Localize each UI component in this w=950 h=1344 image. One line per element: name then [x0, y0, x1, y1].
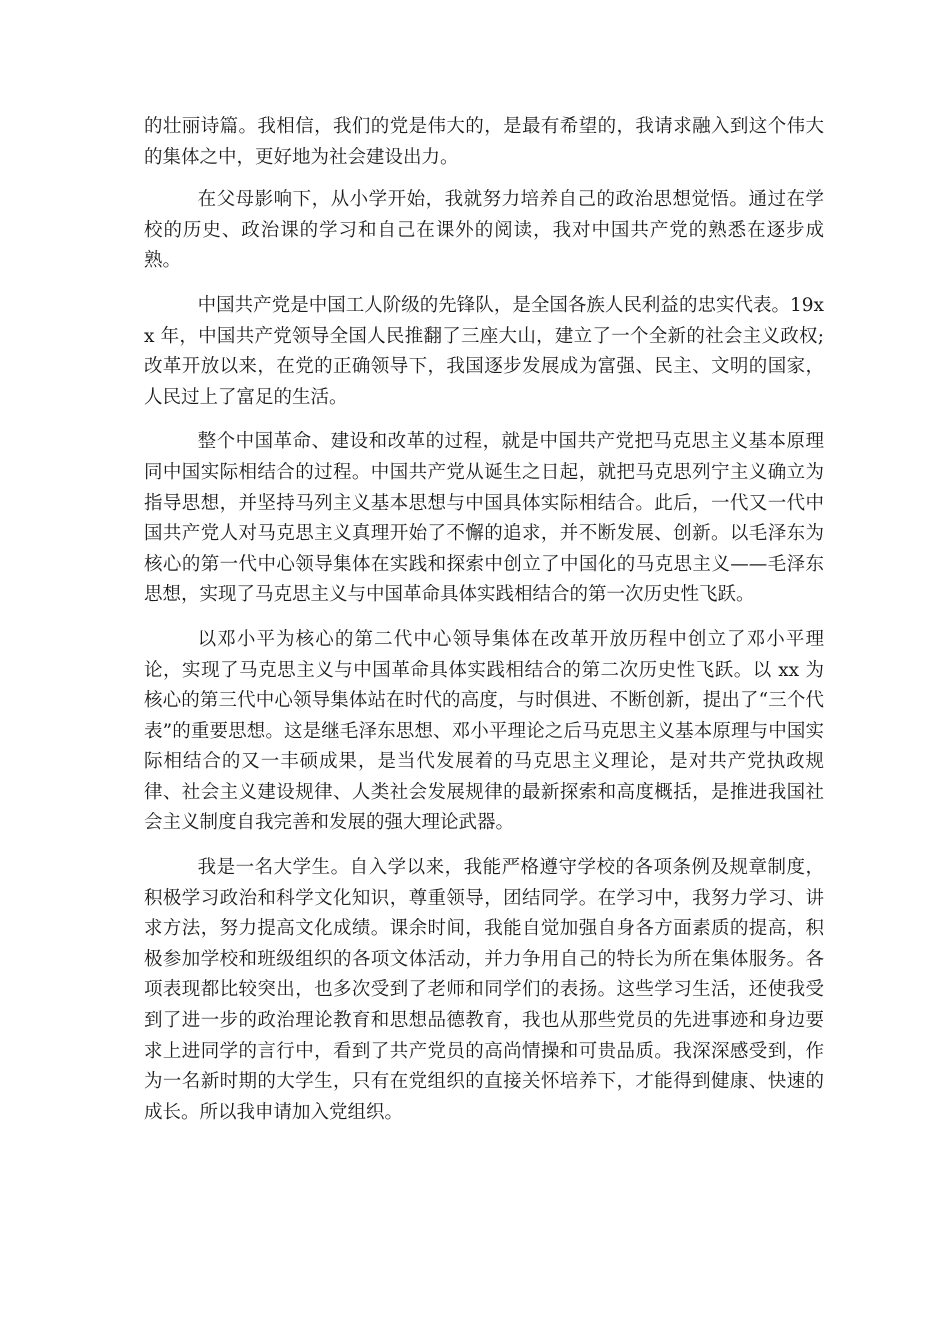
paragraph-gap	[144, 413, 824, 427]
paragraph-gap	[144, 839, 824, 853]
paragraph-gap	[144, 277, 824, 291]
paragraph-6: 我是一名大学生。自入学以来，我能严格遵守学校的各项条例及规章制度，积极学习政治和科学文化知识，尊重领导，团结同学。在学习中，我努力学习、讲求方法，努力提高文化成绩。课余时间，我能自觉加强自身各方面素质的提高，积极参加学校和班级组织的各项文体活动，并力争用自己的特长为所在集体服务。各项表现都比较突出，也多次受到了老师和同学们的表扬。这些学习生活，还使我受到了进一步的政治理论教育和思想品德教育，我也从那些党员的先进事迹和身边要求上进同学的言行中，看到了共产党员的高尚情操和可贵品质。我深深感受到，作为一名新时期的大学生，只有在党组织的直接关怀培养下，才能得到健康、快速的成长。所以我申请加入党组织。	[144, 857, 824, 1123]
paragraph-5: 以邓小平为核心的第二代中心领导集体在改革开放历程中创立了邓小平理论，实现了马克思主义与中国革命具体实践相结合的第二次历史性飞跃。以 xx 为核心的第三代中心领导集体站在时代的高度，与时俱进、不断创新，提出了“三个代表”的重要思想。这是继毛泽东思想、邓小平理论之后马克思主义基本原理与中国实际相结合的又一丰硕成果，是当代发展着的马克思主义理论，是对共产党执政规律、社会主义建设规律、人类社会发展规律的最新探索和高度概括，是推进我国社会主义制度自我完善和发展的强大理论武器。	[144, 628, 824, 834]
paragraph-4: 整个中国革命、建设和改革的过程，就是中国共产党把马克思主义基本原理同中国实际相结合的过程。中国共产党从诞生之日起，就把马克思列宁主义确立为指导思想，并坚持马列主义基本思想与中国具体实际相结合。此后，一代又一代中国共产党人对马克思主义真理开始了不懈的追求，并不断发展、创新。以毛泽东为核心的第一代中心领导集体在实践和探索中创立了中国化的马克思主义——毛泽东思想，实现了马克思主义与中国革命具体实践相结合的第一次历史性飞跃。	[144, 431, 824, 606]
paragraph-3: 中国共产党是中国工人阶级的先锋队，是全国各族人民利益的忠实代表。19xx 年，中国共产党领导全国人民推翻了三座大山，建立了一个全新的社会主义政权;改革开放以来，在党的正确领导下，我国逐步发展成为富强、民主、文明的国家，人民过上了富足的生活。	[144, 294, 824, 408]
paragraph-gap	[144, 611, 824, 625]
paragraph-gap	[144, 173, 824, 185]
document-body	[144, 112, 824, 1128]
paragraph-2: 在父母影响下，从小学开始，我就努力培养自己的政治思想觉悟。通过在学校的历史、政治课的学习和自己在课外的阅读，我对中国共产党的熟悉在逐步成熟。	[144, 189, 824, 272]
paragraph-1: 的壮丽诗篇。我相信，我们的党是伟大的，是最有希望的，我请求融入到这个伟大的集体之中，更好地为社会建设出力。	[144, 116, 824, 168]
